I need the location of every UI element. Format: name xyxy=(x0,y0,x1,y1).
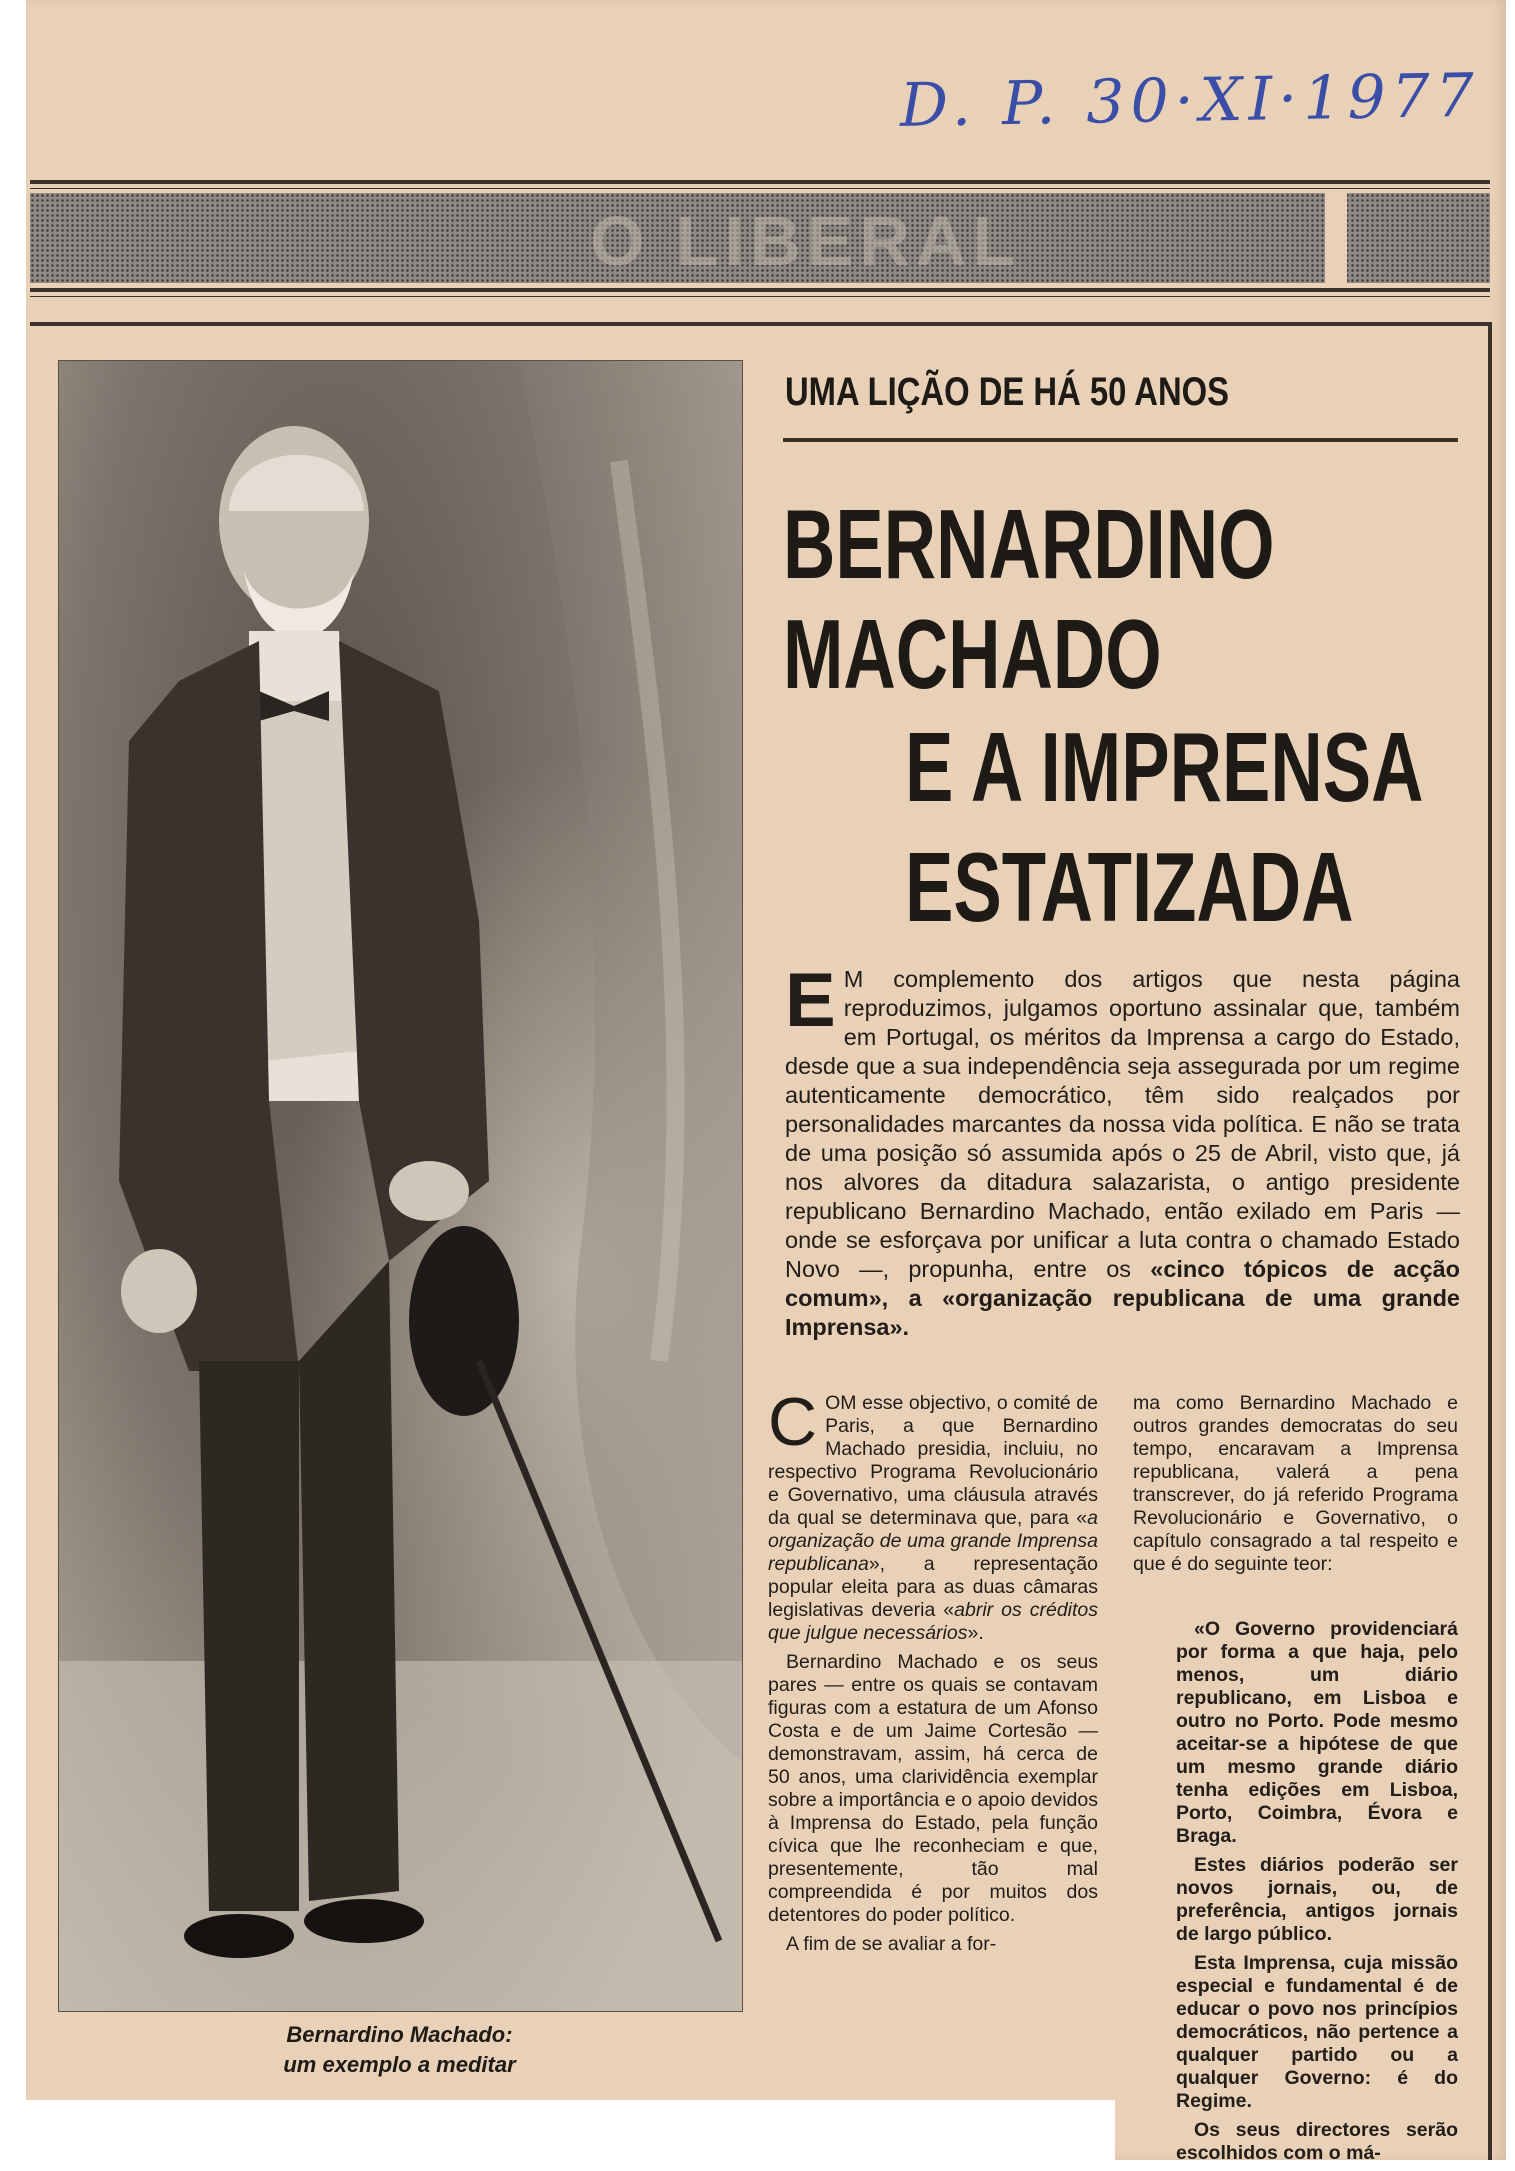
quote-paragraph-4: Os seus directores serão escolhidos com o má- xyxy=(1176,2119,1458,2164)
kicker: UMA LIÇÃO DE HÁ 50 ANOS xyxy=(785,370,1230,414)
col1-p1-italic-2: abrir os créditos que julgue necessários xyxy=(768,1599,1099,1644)
body-column-2 xyxy=(1133,1392,1458,1582)
col1-drop-cap: C xyxy=(768,1384,818,1460)
col1-p1-italic-1: a organização de uma grande Imprensa republicana xyxy=(768,1507,1098,1575)
col1-p1-b: », a representação popular eleita para as duas câmaras legislativas deveria « xyxy=(768,1553,1098,1621)
masthead-title: O LIBERAL xyxy=(590,202,1022,280)
col1-paragraph-1 xyxy=(768,1384,1099,1645)
portrait-photo xyxy=(58,360,743,2012)
kicker-rule xyxy=(783,438,1458,442)
masthead-gap xyxy=(1325,193,1347,283)
band-bottom-rule xyxy=(30,288,1490,292)
box-right-rule xyxy=(1488,322,1492,2160)
caption-line-2: um exemplo a meditar xyxy=(283,2052,516,2077)
lead-bold-text: «cinco tópicos de acção comum», a «organização republicana de uma grande Imprensa». xyxy=(785,1256,1460,1340)
portrait-figure-illustration xyxy=(59,361,742,2011)
headline-line-1: BERNARDINO xyxy=(783,489,1275,599)
col1-paragraph-3: A fim de se avaliar a for- xyxy=(786,1933,997,1955)
band-bottom-rule-thin xyxy=(30,296,1490,297)
col1-p1-c: ». xyxy=(967,1622,984,1644)
lead-drop-cap: E xyxy=(785,958,836,1043)
lead-paragraph xyxy=(785,958,1460,1342)
top-rule-thin xyxy=(30,188,1490,189)
caption-line-1: Bernardino Machado: xyxy=(286,2022,513,2047)
box-top-rule xyxy=(30,322,1492,326)
col2-paragraph-1: ma como Bernardino Machado e outros grandes democratas do seu tempo, encaravam a Imprensa republicana, valerá a pena transcrever, do já referido Programa Revolucionário e Governativo, o capítulo consagrado a tal respeito e que é do seguinte teor: xyxy=(1133,1392,1458,1575)
headline-line-4: ESTATIZADA xyxy=(905,832,1354,942)
quote-column xyxy=(1176,1618,1458,2171)
photo-caption xyxy=(58,2020,741,2080)
quote-paragraph-2: Estes diários poderão ser novos jornais, ou, de preferência, antigos jornais de largo público. xyxy=(1176,1854,1458,1945)
col1-paragraph-2: Bernardino Machado e os seus pares — entre os quais se contavam figuras com a estatura de um Afonso Costa e de um Jaime Cortesão — demonstravam, assim, há cerca de 50 anos, uma clarividência exemplar sobre a importância e o apoio devidos à Imprensa do Estado, pela função cívica que lhe reconheciam e que, presentemente, tão mal compreendida é por muitos dos detentores do poder político. xyxy=(768,1651,1098,1926)
quote-paragraph-1: «O Governo providenciará por forma a que haja, pelo menos, um diário republicano, em Lisboa e outro no Porto. Pode mesmo aceitar-se a hipótese de que um mesmo grande diário tenha edições em Lisboa, Porto, Coimbra, Évora e Braga. xyxy=(1176,1618,1458,1847)
headline-line-2: MACHADO xyxy=(783,599,1162,709)
masthead-band xyxy=(30,193,1490,283)
col1-p1-a: OM esse objectivo, o comité de Paris, a que Bernardino Machado presidia, incluiu, no respectivo Programa Revolucionário e Governativo, uma cláusula através da qual se determinava que, para « xyxy=(768,1392,1098,1529)
handwritten-date-annotation: D. P. 30·XI·1977 xyxy=(899,60,1481,141)
lead-text: M complemento dos artigos que nesta página reproduzimos, julgamos oportuno assinalar que, também em Portugal, os méritos da Imprensa a cargo do Estado, desde que a sua independência seja assegurada por um regime autenticamente democrático, têm sido realçados por personalidades marcantes da nossa vida política. E não se trata de uma posição só assumida após o 25 de Abril, visto que, já nos alvores da ditadura salazarista, o antigo presidente republicano Bernardino Machado, então exilado em Paris — onde se esforçava por unificar a luta contra o chamado Estado Novo —, propunha, entre os xyxy=(785,966,1460,1282)
headline-line-3: E A IMPRENSA xyxy=(905,712,1424,822)
quote-paragraph-3: Esta Imprensa, cuja missão especial e fundamental é de educar o povo nos princípios democráticos, não pertence a qualquer partido ou a qualquer Governo: é do Regime. xyxy=(1176,1952,1458,2112)
scan-background xyxy=(0,2100,1115,2160)
top-rule xyxy=(30,180,1490,184)
body-column-1 xyxy=(768,1384,1099,1962)
